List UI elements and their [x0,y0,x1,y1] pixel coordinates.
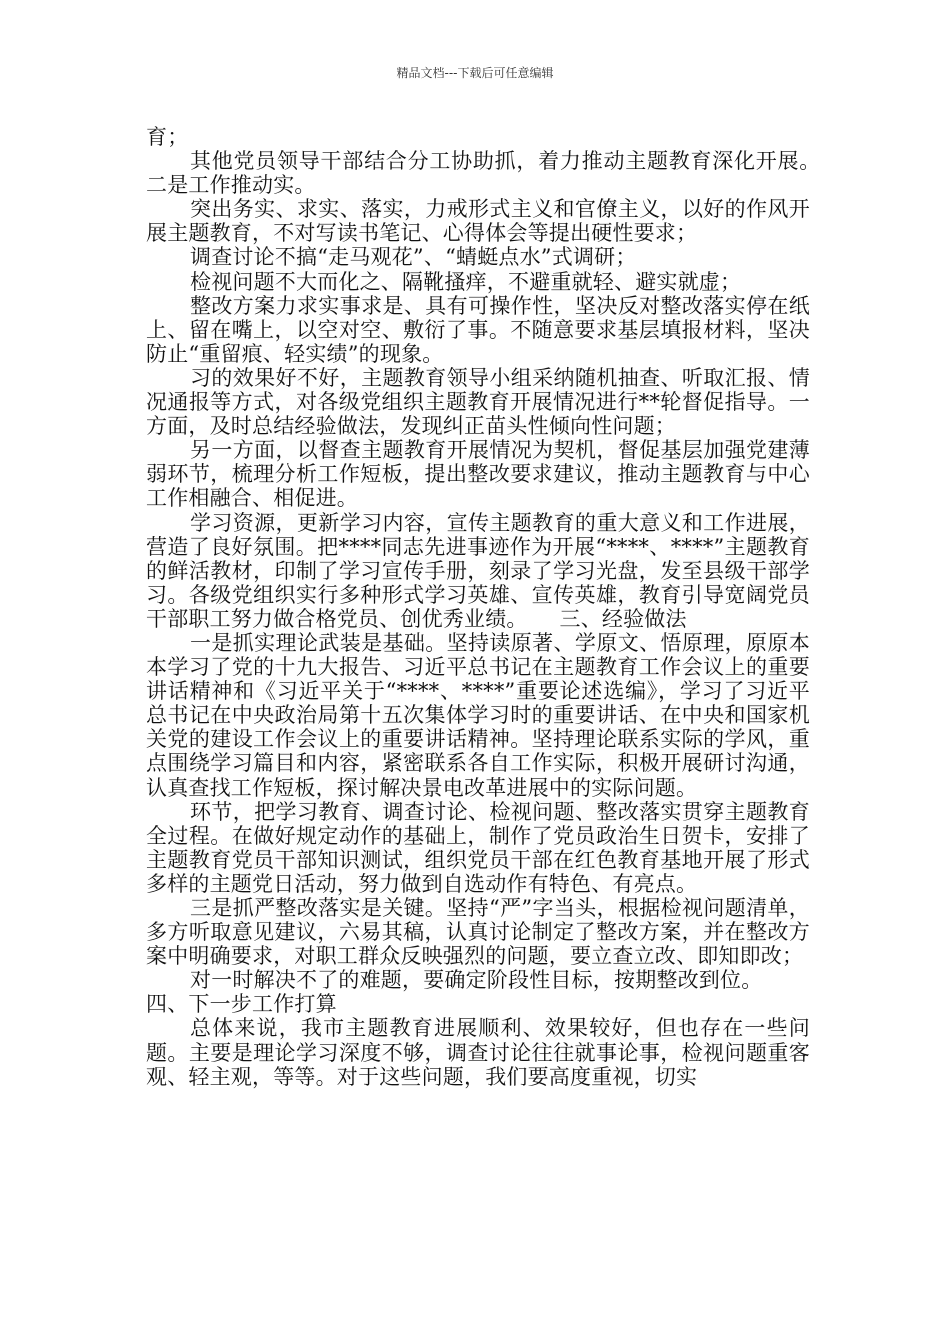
paragraph: 总体来说，我市主题教育进展顺利、效果较好，但也存在一些问题。主要是理论学习深度不够，调查讨论往往就事论事，检视问题重客观、轻主观，等等。对于这些问题，我们要高度重视，切实 [146,1016,810,1089]
paragraph: 学习资源，更新学习内容，宣传主题教育的重大意义和工作进展，营造了良好氛围。把****同志先进事迹作为开展“****、****”主题教育的鲜活教材，印制了学习宣传手册，刻录了学习光盘，发至县级干部学习。各级党组织实行多种形式学习英雄、宣传英雄，教育引导宽阔党员干部职工努力做合格党员、创优秀业绩。 三、经验做法 [146,510,810,631]
paragraph: 环节，把学习教育、调查讨论、检视问题、整改落实贯穿主题教育全过程。在做好规定动作的基础上，制作了党员政治生日贺卡，安排了主题教育党员干部知识测试，组织党员干部在红色教育基地开展了形式多样的主题党日活动，努力做到自选动作有特色、有亮点。 [146,799,810,896]
paragraph: 突出务实、求实、落实，力戒形式主义和官僚主义，以好的作风开展主题教育，不对写读书笔记、心得体会等提出硬性要求； [146,197,810,246]
paragraph: 一是抓实理论武装是基础。坚持读原著、学原文、悟原理，原原本本学习了党的十九大报告、习近平总书记在主题教育工作会议上的重要讲话精神和《习近平关于“****、****”重要论述选编》，学习了习近平总书记在中央政治局第十五次集体学习时的重要讲话、在中央和国家机关党的建设工作会议上的重要讲话精神。坚持理论联系实际的学风，重点围绕学习篇目和内容，紧密联系各自工作实际，积极开展研讨沟通，认真查找工作短板，探讨解决景电改革进展中的实际问题。 [146,630,810,800]
document-body [146,125,853,1089]
paragraph: 育； [146,125,189,149]
paragraph: 三是抓严整改落实是关键。坚持“严”字当头，根据检视问题清单，多方听取意见建议，六易其稿，认真讨论制定了整改方案，并在整改方案中明确要求，对职工群众反映强烈的问题，要立查立改、即知即改； [146,896,810,969]
paragraph: 调查讨论不搞“走马观花”、“蜻蜓点水”式调研； [190,245,637,270]
paragraph: 整改方案力求实事求是、具有可操作性，坚决反对整改落实停在纸上、留在嘴上，以空对空、敷衍了事。不随意要求基层填报材料，坚决防止“重留痕、轻实绩”的现象。 [146,293,810,366]
paragraph: 另一方面，以督查主题教育开展情况为契机，督促基层加强党建薄弱环节，梳理分析工作短板，提出整改要求建议，推动主题教育与中心工作相融合、相促进。 [146,438,810,511]
section-heading: 四、下一步工作打算 [146,992,337,1017]
paragraph: 习的效果好不好，主题教育领导小组采纳随机抽查、听取汇报、情况通报等方式，对各级党组织主题教育开展情况进行**轮督促指导。一方面，及时总结经验做法，发现纠正苗头性倾向性问题； [146,365,810,439]
paragraph: 对一时解决不了的难题，要确定阶段性目标，按期整改到位。 [190,968,763,993]
paragraph: 检视问题不大而化之、隔靴搔痒，不避重就轻、避实就虚； [190,269,742,294]
paragraph: 其他党员领导干部结合分工协助抓，着力推动主题教育深化开展。 二是工作推动实。 [146,149,853,198]
page-header: 精品文档---下载后可任意编辑 [396,66,554,80]
